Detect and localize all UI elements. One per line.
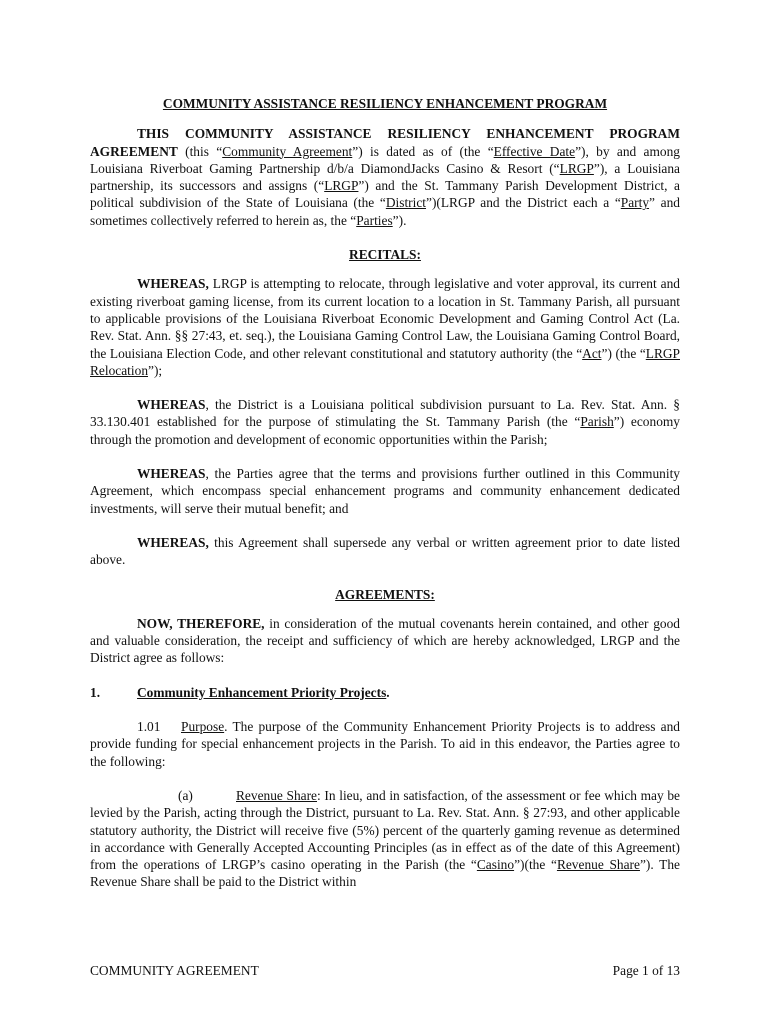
whereas-paragraph-4 <box>90 534 680 569</box>
intro-text: ”). <box>392 212 407 228</box>
term-act: Act <box>582 345 602 361</box>
item-a-paragraph <box>90 787 680 891</box>
whereas-text: , the Parties agree that the terms and provisions further outlined in this Community Agreement, which encompass special enhancement programs and community enhancement dedicated investments, will serve their mutual benefit; and <box>90 466 680 516</box>
intro-text: ”), a Louisiana partnership, its successors and assigns (“ <box>90 160 680 194</box>
now-therefore-text: in consideration of the mutual covenants herein contained, and other good and valuable consideration, the receipt and sufficiency of which are hereby acknowledged, LRGP and the District agree as follows: <box>90 615 680 666</box>
item-text: ”). The Revenue Share shall be paid to the District within <box>90 857 680 890</box>
intro-text: ” and sometimes collectively referred to herein as, the “ <box>90 195 680 228</box>
whereas-lead: WHEREAS <box>137 397 206 413</box>
term-lrgp: LRGP <box>559 160 594 176</box>
now-therefore-lead: NOW, THEREFORE, <box>137 615 265 631</box>
whereas-paragraph-3 <box>90 465 680 517</box>
term-district: District <box>385 195 427 211</box>
intro-text: (this “ <box>177 143 223 159</box>
whereas-text: LRGP is attempting to relocate, through legislative and voter approval, its current and existing riverboat gaming license, from its current location to a location in St. Tammany Parish, all pursuant to applicable provisions of the Louisiana Riverboat Economic Development and Gaming Control Act (La. Rev. Stat. Ann. §§ 27:43, et. seq.), the Louisiana Gaming Control Law, the Louisiana Gaming Control Board, the Louisiana Election Code, and other relevant constitutional and statutory authority (the “ <box>90 276 680 361</box>
whereas-lead: WHEREAS <box>137 466 206 482</box>
term-purpose: Purpose <box>181 719 225 735</box>
intro-paragraph <box>90 125 680 229</box>
footer-document-name: COMMUNITY AGREEMENT <box>90 963 259 978</box>
item-label: (a) <box>178 787 193 803</box>
intro-text: ”)(LRGP and the District each a “ <box>426 195 621 211</box>
term-effective-date: Effective Date <box>493 143 576 159</box>
term-community-agreement: Community Agreement <box>222 143 353 159</box>
recitals-heading: RECITALS: <box>349 247 421 263</box>
term-casino: Casino <box>476 857 515 873</box>
whereas-text: ”) economy through the promotion and development of economic opportunities within the Parish; <box>90 414 680 447</box>
section-1-heading <box>90 684 680 701</box>
item-text: : In lieu, and in satisfaction, of the assessment or fee which may be levied by the Parish, acting through the District, pursuant to La. Rev. Stat. Ann. § 27:93, and other applicable statutory authority, the District will receive five (5%) percent of the quarterly gaming revenue as determined in accordance with Generally Accepted Accounting Principles (as in effect as of the date of this Agreement) from the operations of LRGP’s casino operating in the Parish (the “ <box>90 787 681 873</box>
subsection-1-01 <box>90 718 680 770</box>
whereas-text: ”); <box>148 362 163 378</box>
whereas-text: this Agreement shall supersede any verbal or written agreement prior to date listed above. <box>90 534 680 568</box>
whereas-paragraph-1 <box>90 275 680 379</box>
intro-text: ”) is dated as of (the “ <box>352 143 494 159</box>
term-party: Party <box>620 195 650 211</box>
intro-lead: THIS COMMUNITY ASSISTANCE RESILIENCY ENHANCEMENT PROGRAM AGREEMENT <box>90 126 680 159</box>
section-number: 1. <box>90 684 101 700</box>
term-lrgp-relocation: LRGP Relocation <box>90 345 680 378</box>
subsection-number: 1.01 <box>137 719 161 735</box>
document-title: COMMUNITY ASSISTANCE RESILIENCY ENHANCEMENT PROGRAM <box>162 96 608 111</box>
term-parish: Parish <box>580 414 614 430</box>
term-lrgp: LRGP <box>324 178 359 194</box>
term-parties: Parties <box>356 212 393 228</box>
whereas-lead: WHEREAS, <box>137 276 209 292</box>
item-text: ”)(the “ <box>514 857 557 873</box>
whereas-lead: WHEREAS, <box>137 534 209 550</box>
whereas-text: ”) (the “ <box>601 345 646 361</box>
agreements-heading: AGREEMENTS: <box>335 586 435 602</box>
whereas-paragraph-2 <box>90 396 680 448</box>
intro-text: ”), by and among Louisiana Riverboat Gaming Partnership d/b/a DiamondJacks Casino & Resort (“ <box>90 143 680 176</box>
whereas-text: , the District is a Louisiana political subdivision pursuant to La. Rev. Stat. Ann. § 33.130.401 established for the purpose of stimulating the St. Tammany Parish (the “ <box>90 397 680 430</box>
now-therefore-paragraph <box>90 615 680 667</box>
term-revenue-share: Revenue Share <box>556 857 640 873</box>
term-revenue-share: Revenue Share <box>236 787 318 803</box>
section-title-period: . <box>386 684 390 700</box>
intro-text: ”) and the St. Tammany Parish Development District, a political subdivision of the State of Louisiana (the “ <box>90 178 680 211</box>
footer-page-number: Page 1 of 13 <box>612 963 680 978</box>
section-title: Community Enhancement Priority Projects <box>137 684 387 700</box>
subsection-text: . The purpose of the Community Enhancement Priority Projects is to address and provide funding for special enhancement projects in the Parish. To aid in this endeavor, the Parties agree to the following: <box>90 719 680 769</box>
